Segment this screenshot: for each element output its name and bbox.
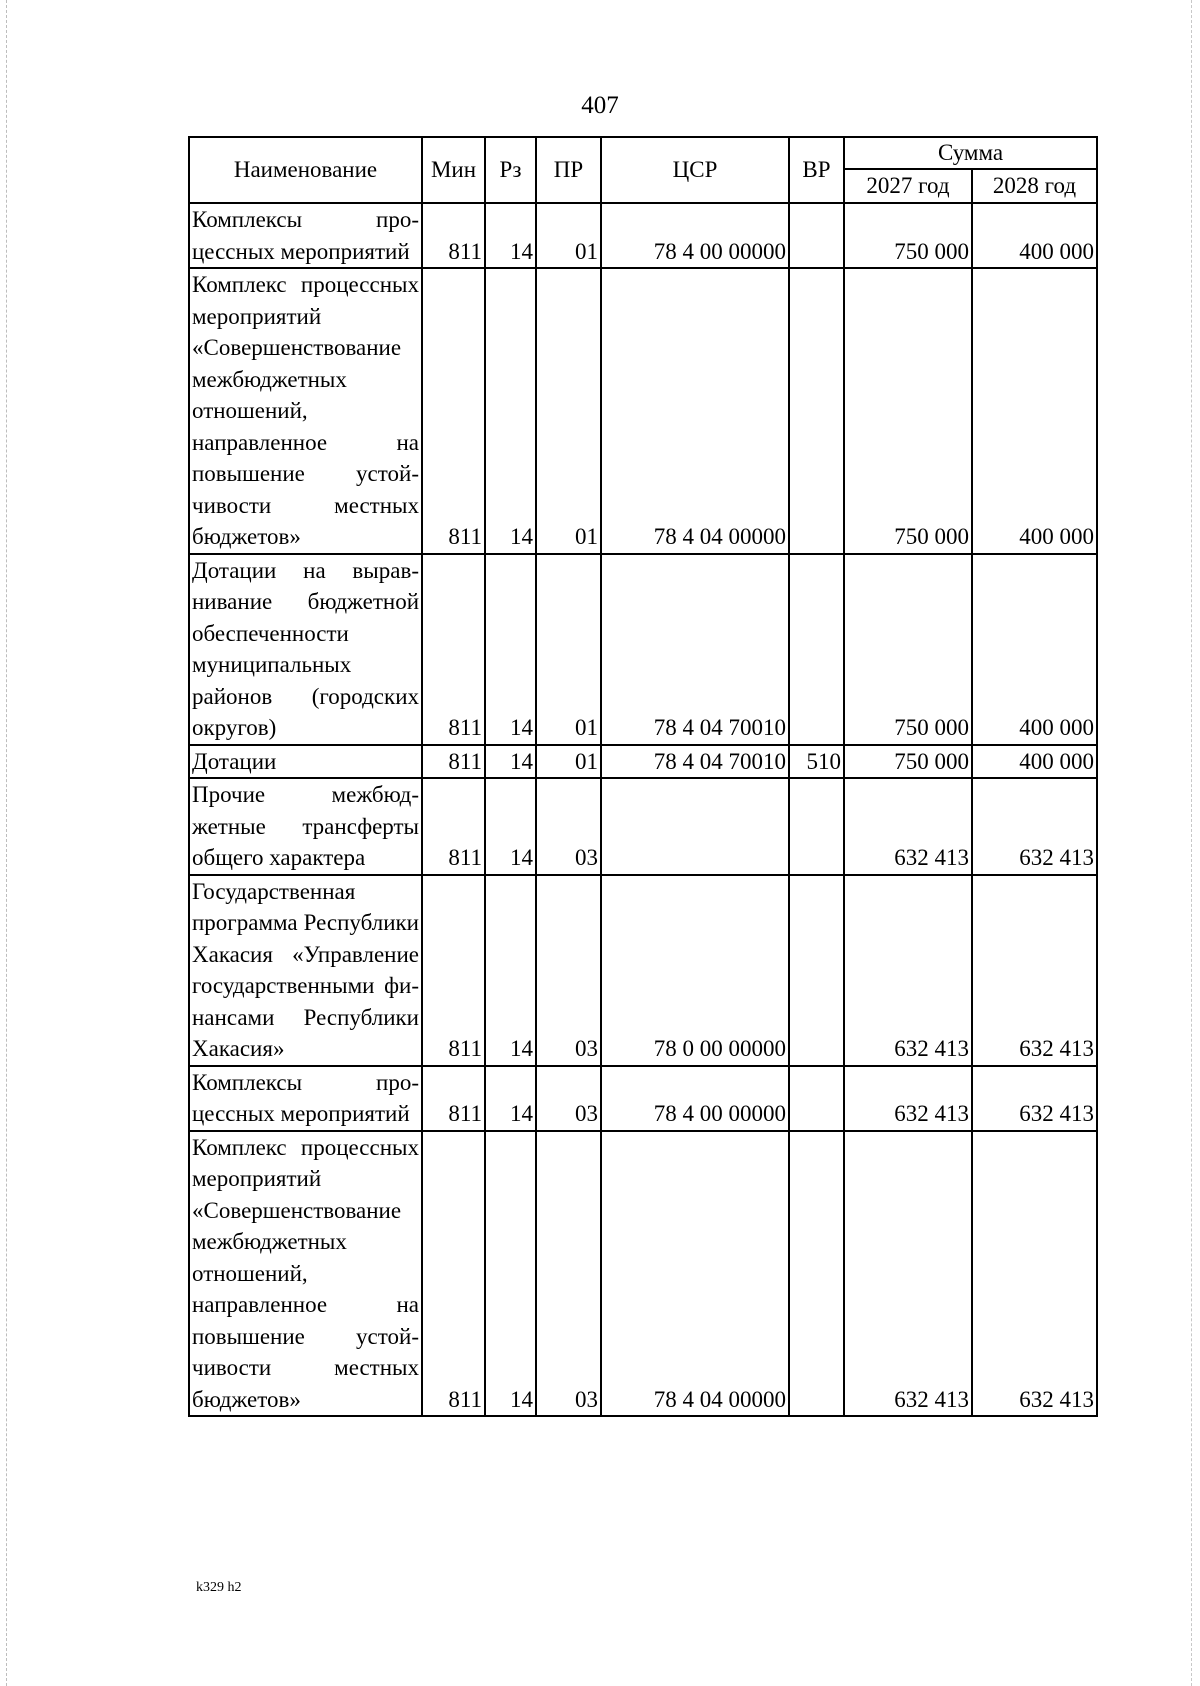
table-body <box>189 203 1097 1416</box>
cell-vr <box>789 875 844 1066</box>
cell-rz: 14 <box>485 203 536 268</box>
cell-min: 811 <box>422 554 485 745</box>
cell-name: Дотации на выравнивание бюджетной обеспеченности муниципальных районов (городских округов) <box>189 554 422 745</box>
cell-2028: 400 000 <box>972 203 1097 268</box>
cell-rz: 14 <box>485 745 536 779</box>
cell-name: Государственная программа Республики Хакасия «Управление государственными финансами Республики Хакасия» <box>189 875 422 1066</box>
cell-2027: 632 413 <box>844 1131 972 1417</box>
cell-2028: 400 000 <box>972 554 1097 745</box>
cell-csr: 78 4 00 00000 <box>601 1066 789 1131</box>
table-row <box>189 1066 1097 1131</box>
scan-edge-left <box>6 0 7 1686</box>
cell-pr: 03 <box>536 778 601 875</box>
cell-pr: 01 <box>536 745 601 779</box>
cell-csr: 78 4 04 70010 <box>601 554 789 745</box>
header-csr: ЦСР <box>601 137 789 203</box>
cell-2027: 750 000 <box>844 203 972 268</box>
cell-min: 811 <box>422 268 485 554</box>
header-pr: ПР <box>536 137 601 203</box>
cell-vr <box>789 778 844 875</box>
cell-rz: 14 <box>485 268 536 554</box>
cell-min: 811 <box>422 778 485 875</box>
cell-2027: 750 000 <box>844 745 972 779</box>
cell-csr: 78 4 04 70010 <box>601 745 789 779</box>
cell-2027: 632 413 <box>844 875 972 1066</box>
cell-2027: 632 413 <box>844 1066 972 1131</box>
cell-vr <box>789 1131 844 1417</box>
cell-min: 811 <box>422 875 485 1066</box>
cell-pr: 03 <box>536 1131 601 1417</box>
table-row <box>189 1131 1097 1417</box>
cell-2027: 632 413 <box>844 778 972 875</box>
footer-code: k329 h2 <box>196 1580 242 1595</box>
cell-name: Прочие межбюджетные трансферты общего характера <box>189 778 422 875</box>
cell-csr: 78 4 04 00000 <box>601 268 789 554</box>
header-vr: ВР <box>789 137 844 203</box>
budget-table <box>188 136 1098 1417</box>
cell-csr: 78 4 00 00000 <box>601 203 789 268</box>
cell-vr: 510 <box>789 745 844 779</box>
cell-2028: 632 413 <box>972 778 1097 875</box>
cell-2028: 400 000 <box>972 268 1097 554</box>
cell-min: 811 <box>422 203 485 268</box>
cell-rz: 14 <box>485 1131 536 1417</box>
cell-rz: 14 <box>485 875 536 1066</box>
cell-rz: 14 <box>485 1066 536 1131</box>
cell-rz: 14 <box>485 554 536 745</box>
cell-pr: 03 <box>536 875 601 1066</box>
header-year-2027: 2027 год <box>844 169 972 203</box>
cell-name: Комплексы процессных мероприятий <box>189 203 422 268</box>
cell-csr: 78 4 04 00000 <box>601 1131 789 1417</box>
cell-pr: 03 <box>536 1066 601 1131</box>
cell-name: Комплекс процессных мероприятий «Совершенствование межбюджетных отношений, направленное на повышение устойчивости местных бюджетов» <box>189 1131 422 1417</box>
header-rz: Рз <box>485 137 536 203</box>
cell-2028: 632 413 <box>972 1131 1097 1417</box>
cell-2027: 750 000 <box>844 554 972 745</box>
cell-2028: 632 413 <box>972 875 1097 1066</box>
header-min: Мин <box>422 137 485 203</box>
cell-pr: 01 <box>536 554 601 745</box>
cell-min: 811 <box>422 1066 485 1131</box>
cell-name: Комплексы процессных мероприятий <box>189 1066 422 1131</box>
cell-pr: 01 <box>536 203 601 268</box>
table-row <box>189 778 1097 875</box>
scan-edge-right <box>1191 0 1192 1686</box>
table-row <box>189 745 1097 779</box>
cell-csr <box>601 778 789 875</box>
cell-vr <box>789 554 844 745</box>
header-name: Наименование <box>189 137 422 203</box>
cell-csr: 78 0 00 00000 <box>601 875 789 1066</box>
cell-name: Комплекс процессных мероприятий «Совершенствование межбюджетных отношений, направленное на повышение устойчивости местных бюджетов» <box>189 268 422 554</box>
header-year-2028: 2028 год <box>972 169 1097 203</box>
header-sum: Сумма <box>844 137 1097 169</box>
cell-2028: 632 413 <box>972 1066 1097 1131</box>
cell-vr <box>789 1066 844 1131</box>
table-row <box>189 554 1097 745</box>
table-row <box>189 875 1097 1066</box>
cell-pr: 01 <box>536 268 601 554</box>
cell-min: 811 <box>422 1131 485 1417</box>
cell-2027: 750 000 <box>844 268 972 554</box>
cell-vr <box>789 268 844 554</box>
cell-rz: 14 <box>485 778 536 875</box>
table-row <box>189 268 1097 554</box>
cell-vr <box>789 203 844 268</box>
page-number: 407 <box>581 92 619 119</box>
table-row <box>189 203 1097 268</box>
cell-min: 811 <box>422 745 485 779</box>
cell-name: Дотации <box>189 745 422 779</box>
cell-2028: 400 000 <box>972 745 1097 779</box>
table-header <box>189 137 1097 203</box>
